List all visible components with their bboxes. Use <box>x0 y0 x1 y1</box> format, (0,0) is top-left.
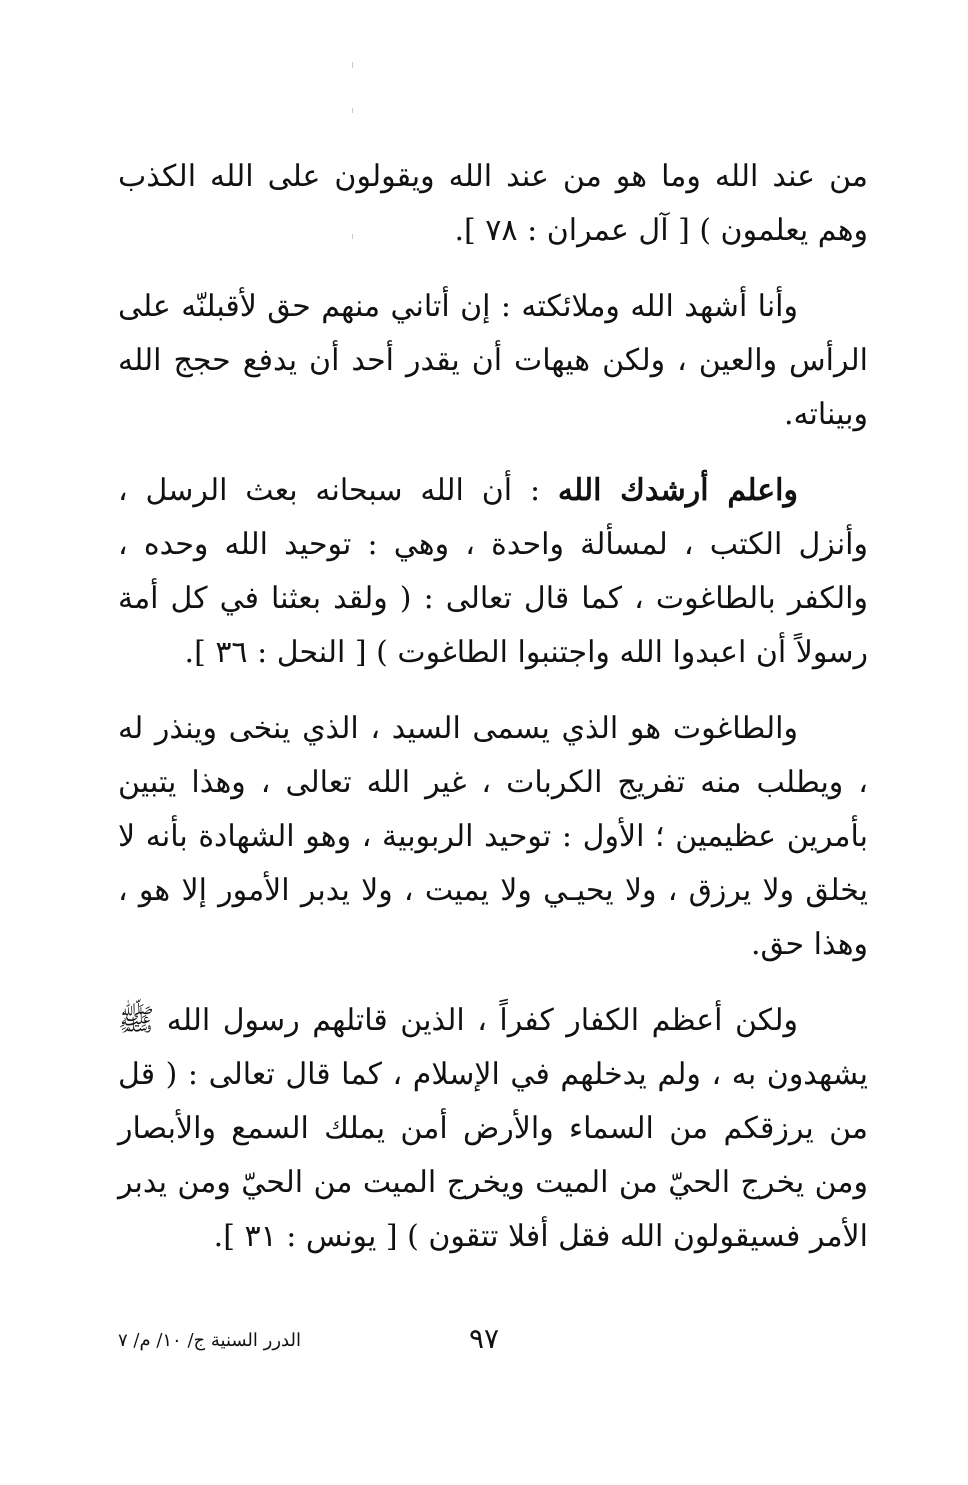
paragraph-2 <box>118 280 868 442</box>
page-number: ٩٧ <box>468 1322 500 1355</box>
scan-mark-top <box>352 62 353 68</box>
body-text <box>118 150 868 1286</box>
paragraph-1 <box>118 150 868 258</box>
paragraph-3 <box>118 464 868 680</box>
paragraph-5-text: ولكن أعظم الكفار كفراً ، الذين قاتلهم رسول الله ﷺ يشهدون به ، ولم يدخلهم في الإسلام ، كما قال تعالى : ( قل من يرزقكم من السماء والأرض أمن يملك السمع والأبصار ومن يخرج الحيّ من الميت ويخرج الميت من الحيّ ومن يدبر الأمر فسيقولون الله فقل أفلا تتقون ) [ يونس : ٣١ ]. <box>118 1003 868 1254</box>
paragraph-1-text: من عند الله وما هو من عند الله ويقولون على الله الكذب وهم يعلمون ) [ آل عمران : ٧٨ ]. <box>118 159 868 248</box>
paragraph-5 <box>118 994 868 1264</box>
source-reference: الدرر السنية ج/ ١٠/ م/ ٧ <box>118 1330 301 1351</box>
paragraph-3-text: : أن الله سبحانه بعث الرسل ، وأنزل الكتب ، لمسألة واحدة ، وهي : توحيد الله وحده ، والكفر بالطاغوت ، كما قال تعالى : ( ولقد بعثنا في كل أمة رسولاً أن اعبدوا الله واجتنبوا الطاغوت ) [ النحل : ٣٦ ]. <box>118 473 868 670</box>
paragraph-4-text: والطاغوت هو الذي يسمى السيد ، الذي ينخى وينذر له ، ويطلب منه تفريج الكربات ، غير الله تعالى ، وهذا يتبين بأمرين عظيمين ؛ الأول : توحيد الربوبية ، وهو الشهادة بأنه لا يخلق ولا يرزق ، ولا يحيـي ولا يميت ، ولا يدبر الأمور إلا هو ، وهذا حق. <box>118 711 868 962</box>
scan-mark-top-2 <box>352 108 353 113</box>
paragraph-4 <box>118 702 868 972</box>
paragraph-2-text: وأنا أشهد الله وملائكته : إن أتاني منهم حق لأقبلنّه على الرأس والعين ، ولكن هيهات أن يقدر أحد أن يدفع حجج الله وبيناته. <box>118 289 868 432</box>
paragraph-3-lead: واعلم أرشدك الله <box>557 473 798 508</box>
